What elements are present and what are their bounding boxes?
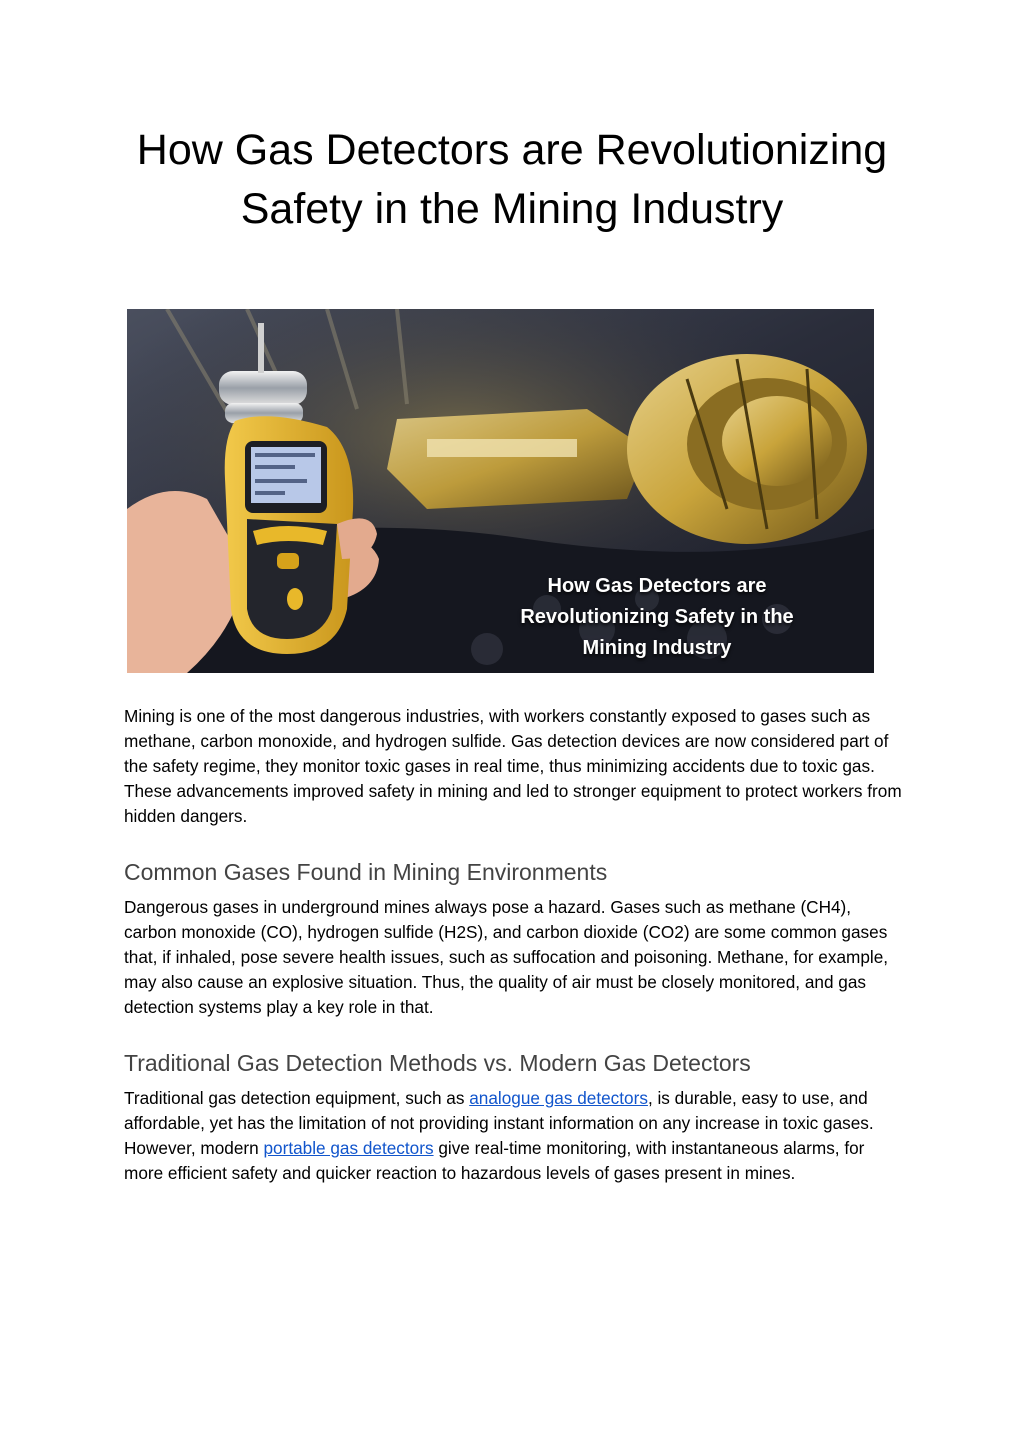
analogue-gas-detectors-link[interactable]: analogue gas detectors [469,1088,648,1108]
common-gases-paragraph: Dangerous gases in underground mines always pose a hazard. Gases such as methane (CH4), carbon monoxide (CO), hydrogen sulfide (H2S), and carbon dioxide (CO2) are some common gases that, if inhaled, pose severe health issues, such as suffocation and poisoning. Methane, for example, may also cause an explosive situation. Thus, the quality of air must be closely monitored, and gas detection systems play a key role in that. [124,897,889,1017]
document-title: How Gas Detectors are Revolutionizing Safety in the Mining Industry [136,126,888,233]
portable-gas-detectors-link[interactable]: portable gas detectors [263,1138,434,1158]
hero-caption [457,571,857,664]
paragraph-text: , is durable, easy to use, and affordable, yet has the limitation of not providing instant information on any increase in toxic gases. However, modern [124,1088,874,1158]
paragraph-text: Traditional gas detection equipment, such as [124,1088,470,1108]
intro-paragraph: Mining is one of the most dangerous industries, with workers constantly exposed to gases such as methane, carbon monoxide, and hydrogen sulfide. Gas detection devices are now considered part of the safety regime, they monitor toxic gases in real time, thus minimizing accidents due to toxic gas. These advancements improved safety in mining and led to stronger equipment to protect workers from hidden dangers. [124,706,902,826]
hero-caption-line: Revolutionizing Safety in the [520,606,794,628]
section-heading-common-gases: Common Gases Found in Mining Environments [124,859,608,885]
hero-image [127,309,874,673]
hero-caption-line: How Gas Detectors are [547,575,767,597]
section-heading-detection-methods: Traditional Gas Detection Methods vs. Modern Gas Detectors [124,1050,751,1076]
detection-methods-paragraph [124,1086,904,1186]
hero-caption-line: Mining Industry [582,637,732,659]
paragraph-text: give real-time monitoring, with instantaneous alarms, for more efficient safety and quicker reaction to hazardous levels of gases present in mines. [124,1138,865,1183]
